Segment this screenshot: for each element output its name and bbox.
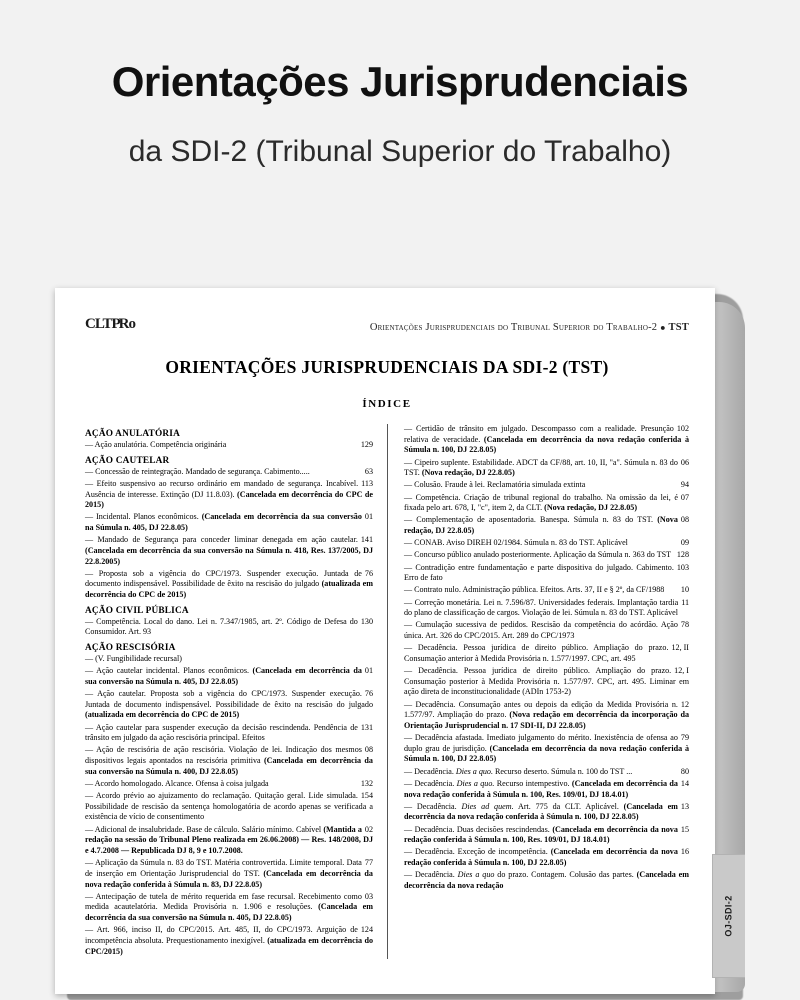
index-entry[interactable] [404, 493, 689, 514]
index-entry[interactable] [85, 825, 373, 857]
index-entry-text: — Certidão de trânsito em julgado. Descompasso com a realidade. Presunção relativa de veracidade. (Cancelada em decorrência da nova redação conferida à Súmula n. 100, DJ 22.8.05) [404, 424, 690, 455]
index-entry-text: — Colusão. Fraude à lei. Reclamatória simulada extinta [404, 480, 586, 490]
index-entry[interactable] [404, 515, 689, 536]
index-entry-text: — Ação cautelar para suspender execução da decisão rescindenda. Pendência de trânsito em julgado da ação rescisória principal. Efeitos [85, 722, 358, 743]
index-entry[interactable] [85, 535, 373, 567]
index-entry-page: 07 [680, 492, 689, 502]
index-section-heading: AÇÃO RESCISÓRIA [85, 643, 176, 654]
index-entry[interactable] [85, 666, 373, 687]
index-entry-text: — Decadência. Dies a quo. Recurso deserto. Súmula n. 100 do TST ... [404, 766, 633, 776]
index-section-heading: AÇÃO ANULATÓRIA [85, 429, 181, 439]
index-entry[interactable] [85, 791, 373, 823]
index-entry-page: 06 [680, 457, 689, 467]
index-entry[interactable] [85, 779, 373, 790]
index-entry[interactable] [85, 512, 373, 533]
index-entry-page: 141 [360, 535, 373, 545]
index-entry-page: 77 [364, 858, 373, 868]
index-entry-text: — Cumulação sucessiva de pedidos. Rescisão da competência do acórdão. Ação única. Art. 326 do CPC/2015. Art. 289 do CPC/1973 [404, 620, 678, 641]
index-entry-text: — Aplicação da Súmula n. 83 do TST. Matéria controvertida. Limite temporal. Data de inserção em Orientação Jurisprudencial do TST. (Cancelada em decorrência da nova redação conferida à Súmula n. 83, DJ 22.8.05) [85, 858, 373, 889]
index-entry[interactable] [85, 654, 373, 665]
index-entry[interactable] [85, 858, 373, 890]
index-entry-text: — Decadência. Duas decisões rescindendas. (Cancelada em decorrência da nova redação conferida à Súmula n. 100, Res. 109/01, DJ 18.4.01) [404, 824, 678, 845]
index-entry-text: — Contrato nulo. Administração pública. Efeitos. Arts. 37, II e § 2º, da CF/1988 [404, 585, 665, 595]
index-entry[interactable] [85, 467, 373, 478]
index-entry[interactable] [85, 745, 373, 777]
side-tab [712, 854, 745, 978]
document-preview[interactable] [55, 288, 745, 1000]
index-entry-text: — Ação cautelar. Proposta sob a vigência do CPC/1973. Suspender execução. Juntada de documento indispensável. Possibilidade de êxito na rescisão do julgado (atualizada em decorrência do CPC de 2015) [85, 689, 373, 720]
index-entry-page: 12, I [674, 666, 689, 676]
index-entry[interactable] [404, 700, 689, 732]
index-entry-page: 01 [364, 666, 373, 676]
index-entry[interactable] [404, 733, 689, 765]
index-entry-text: — Competência. Local do dano. Lei n. 7.347/1985, art. 2º. Código de Defesa do Consumidor. Art. 93 [85, 616, 358, 637]
index-entry-text: — Correção monetária. Lei n. 7.596/87. Universidades federais. Implantação tardia do plano de classificação de cargos. Violação de lei. Súmula n. 83 do TST. Aplicável [404, 597, 679, 618]
index-entry[interactable] [404, 825, 689, 846]
index-entry-text: — Antecipação de tutela de mérito requerida em fase recursal. Recebimento como medida acautelatória. Medida Provisória n. 1.906 e resoluções. (Cancelada em decorrência da sua conversão na Súmula n. 405, DJ 22.8.05) [85, 891, 373, 923]
index-entry-page: 132 [360, 778, 373, 788]
index-entry-page: 03 [364, 891, 373, 901]
index-entry-text: — Decadência. Pessoa jurídica de direito público. Ampliação do prazo. Consumação posterior à Medida Provisória n. 1.577/97. CPC, art. 495. Liminar em ação direta de inconstitucionalidade (ADIn 1753-2) [404, 666, 689, 697]
running-head-title: Orientações Jurisprudenciais do Tribunal Superior do Trabalho-2 [369, 322, 658, 333]
index-entry-page: 01 [364, 512, 373, 522]
index-entry[interactable] [85, 892, 373, 924]
index-entry[interactable] [85, 723, 373, 744]
index-entry-text: — CONAB. Aviso DIREH 02/1984. Súmula n. 83 do TST. Aplicável [404, 538, 628, 548]
index-entry[interactable] [404, 550, 689, 561]
index-entry-text: — Complementação de aposentadoria. Banespa. Súmula n. 83 do TST. (Nova redação, DJ 22.8.05) [404, 515, 678, 536]
index-entry-page: 113 [361, 478, 373, 488]
running-head-separator: ● [660, 322, 666, 333]
index-entry[interactable] [85, 617, 373, 638]
index-entry-text: — Adicional de insalubridade. Base de cálculo. Salário mínimo. Cabível (Mantida a redação na sessão do Tribunal Pleno realizada em 26.06.2008) — Res. 148/2008, DJ e 4.7.2008 — Republicada DJ 8, 9 e 10.7.2008. [85, 824, 373, 855]
index-entry[interactable] [404, 538, 689, 549]
index-entry[interactable] [404, 585, 689, 596]
index-entry-text: — Decadência. Dies a quo. Recurso intempestivo. (Cancelada em decorrência da nova redação conferida à Súmula n. 100, Res. 109/01, DJ 18.4.01) [404, 778, 678, 799]
index-entry-page: 11 [681, 597, 689, 607]
index-entry-text: — Concurso público anulado posteriormente. Aplicação da Súmula n. 363 do TST [404, 550, 672, 560]
index-entry[interactable] [404, 779, 689, 800]
index-entry-page: 13 [680, 801, 689, 811]
running-head-text [370, 322, 689, 333]
index-entry-text: — Concessão de reintegração. Mandado de segurança. Cabimento..... [85, 466, 310, 476]
index-entry[interactable] [404, 767, 689, 778]
index-entry-page: 94 [680, 480, 689, 490]
index-entry-page: 102 [676, 424, 689, 433]
index-entry[interactable] [85, 479, 373, 511]
index-entry-page: 128 [676, 550, 689, 560]
running-head-tag: TST [668, 322, 689, 333]
side-tab-label: OJ-SDI-2 [724, 895, 734, 937]
index-entry[interactable] [404, 847, 689, 868]
index-entry-page: 76 [364, 689, 373, 699]
index-entry[interactable] [85, 569, 373, 601]
index-entry-text: — Art. 966, inciso II, do CPC/2015. Art. 485, II, do CPC/1973. Arguição de incompetência absoluta. Prequestionamento inexigível. (atualizada em decorrência do CPC/2015) [85, 925, 373, 956]
index-entry[interactable] [85, 689, 373, 721]
index-entry-text: — Decadência. Consumação antes ou depois da edição da Medida Provisória n. 1.577/97. Ampliação do prazo. (Nova redação em decorrência da incorporação da Orientação Jurisprudencial n. 17 SDI-II, DJ 22.8.05) [404, 699, 690, 730]
index-column-right [387, 424, 689, 959]
index-entry-page: 79 [680, 733, 689, 743]
index-entry-page: 78 [680, 620, 689, 630]
page-title: Orientações Jurisprudenciais [111, 58, 689, 105]
hero-section [0, 0, 800, 173]
index-entry-page: 08 [680, 515, 689, 525]
index-entry[interactable] [404, 563, 689, 584]
index-entry-page: 09 [680, 538, 689, 548]
index-entry-text: — Acordo homologado. Alcance. Ofensa à coisa julgada [85, 778, 269, 788]
index-entry-text: — Decadência. Pessoa jurídica de direito público. Ampliação do prazo. Consumação anterior à Medida Provisória n. 1.577/1997. CPC, art. 495 [404, 643, 669, 663]
index-entry-page: 14 [680, 778, 689, 788]
index-entry-text: — Decadência. Exceção de incompetência. (Cancelada em decorrência da nova redação conferida à Súmula n. 100, DJ 22.8.05) [404, 847, 678, 868]
index-entry-page: 10 [680, 585, 689, 595]
index-entry[interactable] [404, 666, 689, 698]
index-entry-page: 02 [364, 824, 373, 834]
index-section-heading: AÇÃO CIVIL PÚBLICA [85, 605, 189, 616]
page-subtitle: da SDI-2 (Tribunal Superior do Trabalho) [128, 135, 672, 169]
index-entry-page: 76 [364, 568, 373, 578]
index-entry-text: — Cipeiro suplente. Estabilidade. ADCT da CF/88, art. 10, II, "a". Súmula n. 83 do TST. (Nova redação, DJ 22.8.05) [404, 457, 678, 478]
index-entry-page: 16 [680, 847, 689, 857]
index-columns [85, 424, 689, 959]
index-entry-page: 63 [364, 466, 373, 476]
document-title: ORIENTAÇÕES JURISPRUDENCIAIS DA SDI-2 (TST) [165, 357, 609, 377]
index-entry[interactable] [404, 424, 689, 456]
index-entry-text: — Decadência. Dies a quo do prazo. Contagem. Colusão das partes. (Cancelada em decorrência da nova redação [404, 870, 689, 890]
publisher-logo: CLTPRo [85, 316, 134, 332]
index-entry-page: 129 [360, 440, 373, 449]
index-entry-page: 08 [364, 745, 373, 755]
index-entry-text: — Efeito suspensivo ao recurso ordinário em mandado de segurança. Incabível. Ausência de interesse. Extinção (DJ 11.8.03). (Cancelada em decorrência do CPC de 2015) [85, 478, 374, 510]
index-entry[interactable] [404, 802, 689, 823]
index-entry-text: — Ação cautelar incidental. Planos econômicos. (Cancelada em decorrência da sua conversão na Súmula n. 405, DJ 22.8.05) [85, 666, 362, 686]
index-entry-page: 80 [680, 766, 689, 776]
index-entry-page: 12 [680, 699, 689, 709]
index-entry-page: 154 [360, 791, 373, 801]
index-entry[interactable] [404, 643, 689, 664]
index-entry[interactable] [85, 925, 373, 957]
index-entry[interactable] [404, 620, 689, 641]
index-entry-page: 12, II [671, 643, 689, 653]
index-entry-text: — Competência. Criação de tribunal regional do trabalho. Na omissão da lei, é fixada pelo art. 678, I, "c", item 2, da CLT. (Nova redação, DJ 22.8.05) [404, 492, 678, 513]
index-entry-text: — Decadência afastada. Imediato julgamento do mérito. Inexistência de ofensa ao duplo grau de jurisdição. (Cancelada em decorrência da nova redação conferida à Súmula n. 100, DJ 22.8.05) [404, 733, 689, 764]
index-entry-text: — (V. Fungibilidade recursal) [85, 654, 182, 664]
index-entry-page: 103 [676, 562, 689, 572]
index-entry-text: — Ação anulatória. Competência originária [85, 440, 227, 449]
index-entry[interactable] [404, 480, 689, 491]
index-entry-page: 124 [360, 925, 373, 935]
index-entry-text: — Proposta sob a vigência do CPC/1973. Suspender execução. Juntada de documento indispensável. Possibilidade de êxito na rescisão do julgado (atualizada em decorrência do CPC de 2015) [85, 568, 374, 600]
index-section-heading: AÇÃO CAUTELAR [85, 455, 170, 466]
index-column-left [85, 424, 387, 959]
index-entry[interactable] [85, 440, 373, 451]
index-entry-text: — Decadência. Dies ad quem. Art. 775 da CLT. Aplicável. (Cancelada em decorrência da nova redação conferida à Súmula n. 100, DJ 22.8.05) [404, 801, 678, 822]
index-entry-text: — Ação de rescisória de ação rescisória. Violação de lei. Indicação dos mesmos dispositivos legais apontados na rescisória primitiva (Cancelada em decorrência da sua conversão na Súmula n. 400, DJ 22.8.05) [85, 745, 373, 776]
index-entry-text: — Mandado de Segurança para conceder liminar denegada em ação cautelar. (Cancelada em decorrência da sua conversão na Súmula n. 418, Res. 137/2005, DJ 22.8.2005) [85, 535, 373, 566]
index-entry[interactable] [404, 458, 689, 479]
running-head [85, 316, 689, 337]
index-label: ÍNDICE [362, 398, 412, 410]
index-entry[interactable] [404, 870, 689, 891]
index-entry[interactable] [404, 598, 689, 619]
document-page [55, 288, 715, 994]
index-entry-page: 131 [360, 722, 373, 732]
index-entry-text: — Incidental. Planos econômicos. (Cancelada em decorrência da sua conversão na Súmula n. 405, DJ 22.8.05) [85, 512, 362, 533]
index-entry-page: 15 [680, 824, 689, 834]
index-entry-page: 130 [360, 616, 373, 626]
index-entry-text: — Contradição entre fundamentação e parte dispositiva do julgado. Cabimento. Erro de fato [404, 562, 674, 583]
index-entry-text: — Acordo prévio ao ajuizamento do reclamação. Quitação geral. Lide simulada. Possibilidade de rescisão da sentença homologatória de acordo apenas se verificada a existência de vício de consentimento [85, 791, 373, 822]
